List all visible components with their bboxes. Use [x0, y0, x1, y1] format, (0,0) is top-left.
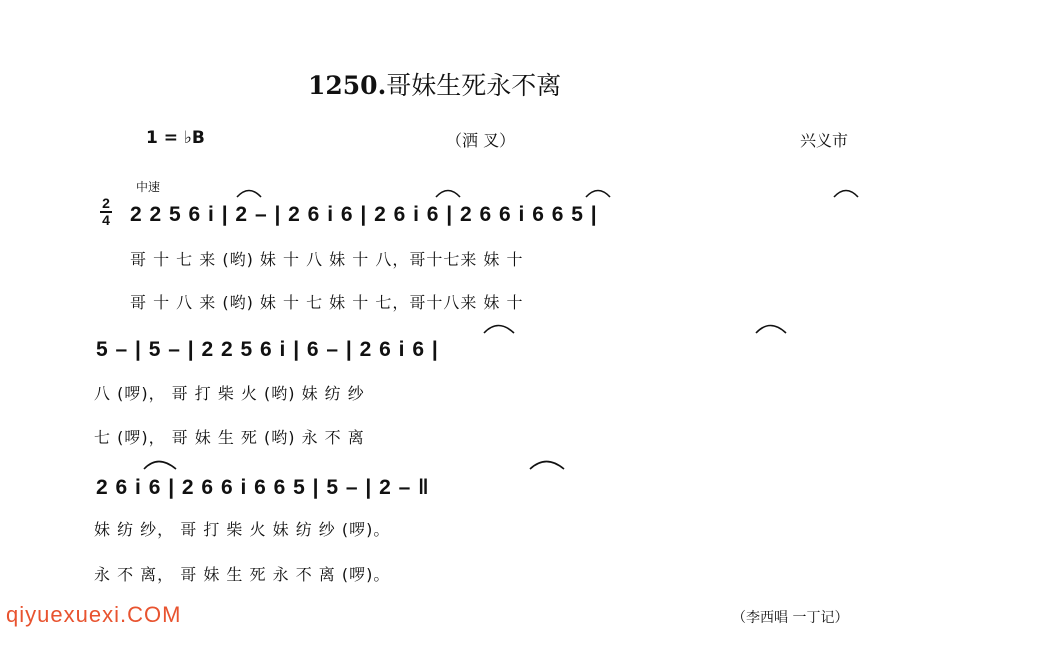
system-1-lyric-2: 哥 十 八 来 (哟) 妹 十 七 妹 十 七，哥十八来 妹 十	[130, 293, 524, 312]
system-3-lyric-2: 永 不 离， 哥 妹 生 死 永 不 离 (啰)。	[94, 565, 391, 584]
slur-mark	[530, 462, 564, 470]
slur-mark	[436, 191, 460, 198]
site-watermark: qiyuexuexi.COM	[6, 602, 182, 627]
system-3-lyric-1: 妹 纺 纱， 哥 打 柴 火 妹 纺 纱 (啰)。	[94, 520, 391, 539]
slur-mark	[586, 191, 610, 198]
slur-mark	[756, 326, 786, 334]
key-signature: 1 = ♭B	[146, 128, 205, 148]
time-signature-bottom: 4	[102, 212, 110, 228]
slur-mark	[484, 326, 514, 334]
system-1-lyric-1: 哥 十 七 来 (哟) 妹 十 八 妹 十 八，哥十七来 妹 十	[130, 250, 524, 269]
tempo-marking: 中速	[136, 180, 161, 194]
slur-mark	[834, 191, 858, 198]
system-2-lyric-1: 八 (啰)， 哥 打 柴 火 (哟) 妹 纺 纱	[94, 384, 365, 403]
system-2-lyric-2: 七 (啰)， 哥 妹 生 死 (哟) 永 不 离	[94, 428, 365, 447]
song-title-text: 哥妹生死永不离	[386, 71, 562, 100]
time-signature-top: 2	[102, 195, 110, 211]
place-label: 兴义市	[800, 131, 849, 150]
system-1-notes: 2 2 5 6 i | 2 – | 2 6 i 6 | 2 6 i 6 | 2 6 6 i 6 6 5 |	[130, 203, 598, 226]
system-3-notes: 2 6 i 6 | 2 6 6 i 6 6 5 | 5 – | 2 – ‖	[96, 476, 430, 499]
credit-note: （李西唱 一丁记）	[732, 610, 849, 626]
system-2-notes: 5 – | 5 – | 2 2 5 6 i | 6 – | 2 6 i 6 |	[96, 338, 439, 361]
song-number: 1250.	[308, 71, 387, 100]
slur-mark	[237, 191, 261, 198]
genre-label: （洒 叉）	[446, 131, 516, 150]
slur-mark	[144, 462, 176, 470]
